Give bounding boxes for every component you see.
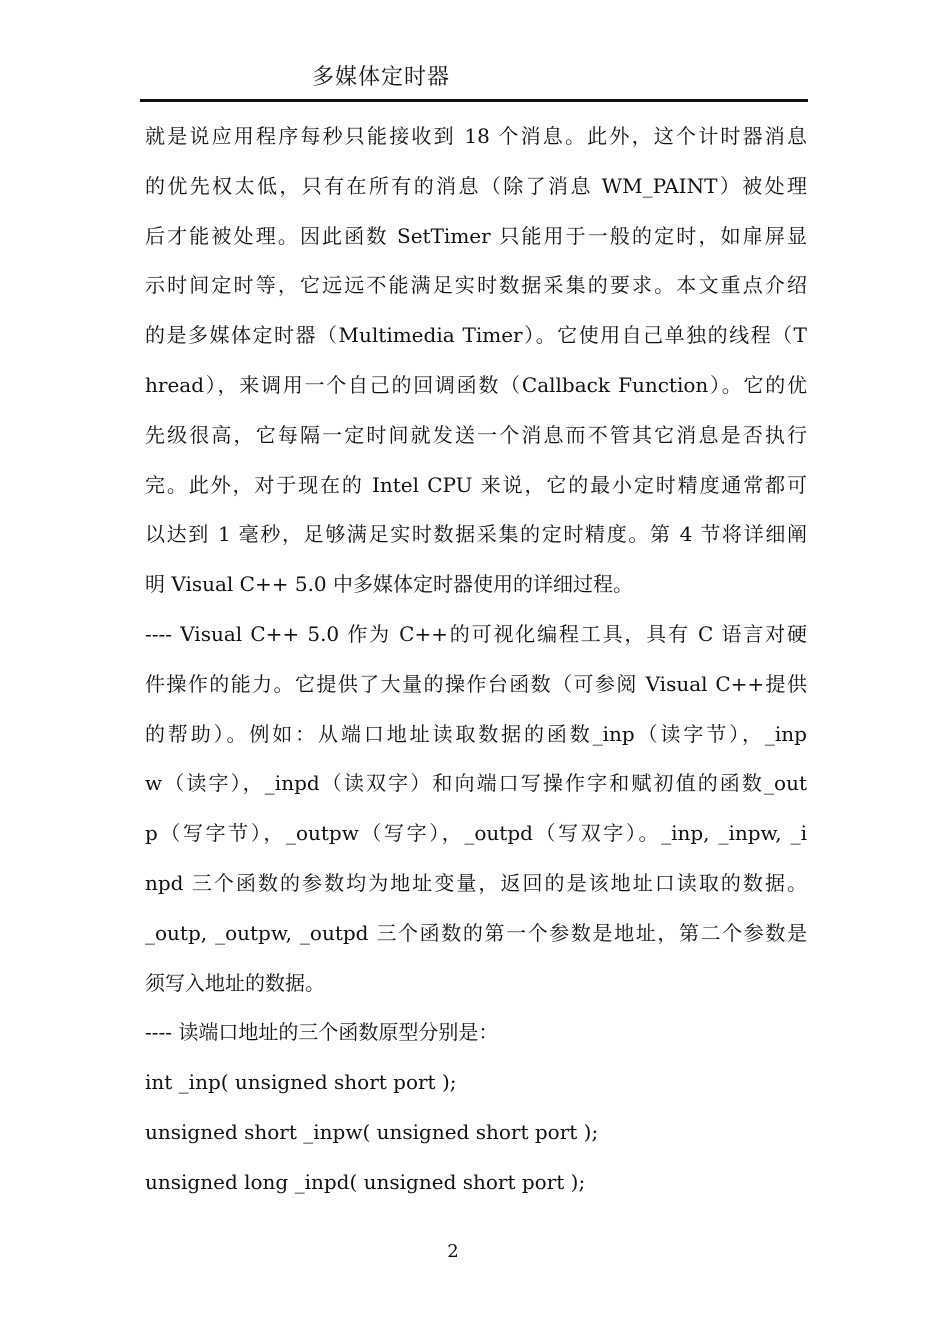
- text-line: _outp, _outpw, _outpd 三个函数的第一个参数是地址，第二个参数是: [145, 920, 807, 945]
- text-line: hread），来调用一个自己的回调函数（Callback Function）。它的优: [145, 372, 807, 397]
- text-line: 就是说应用程序每秒只能接收到 18 个消息。此外，这个计时器消息: [145, 124, 807, 148]
- code-line: unsigned long _inpd( unsigned short port );: [145, 1169, 586, 1194]
- text-line: 后才能被处理。因此函数 SetTimer 只能用于一般的定时，如扉屏显: [145, 223, 807, 248]
- text-line: ---- Visual C++ 5.0 作为 C++的可视化编程工具，具有 C 语言对硬: [145, 621, 807, 646]
- text-line: ---- 读端口地址的三个函数原型分别是：: [145, 1020, 499, 1045]
- text-line: 的是多媒体定时器（Multimedia Timer）。它使用自己单独的线程（T: [145, 323, 807, 348]
- header-rule: [140, 99, 808, 102]
- body-text: [145, 117, 807, 1213]
- page-number: 2: [447, 1241, 459, 1262]
- paragraph-last-line: 须写入地址的数据。: [145, 970, 325, 995]
- text-line: 先级很高，它每隔一定时间就发送一个消息而不管其它消息是否执行: [145, 422, 807, 447]
- code-line: int _inp( unsigned short port );: [145, 1070, 457, 1095]
- code-line: unsigned short _inpw( unsigned short port );: [145, 1119, 599, 1144]
- text-line: npd 三个函数的参数均为地址变量，返回的是该地址口读取的数据。: [145, 870, 807, 895]
- paragraph-last-line: 明 Visual C++ 5.0 中多媒体定时器使用的详细过程。: [145, 572, 634, 597]
- text-line: 完。此外，对于现在的 Intel CPU 来说，它的最小定时精度通常都可: [145, 472, 807, 497]
- text-line: 的优先权太低，只有在所有的消息（除了消息 WM_PAINT）被处理: [145, 173, 807, 198]
- text-line: 的帮助）。例如：从端口地址读取数据的函数_inp（读字节），_inp: [145, 721, 807, 746]
- text-line: 以达到 1 毫秒，足够满足实时数据采集的定时精度。第 4 节将详细阐: [145, 522, 807, 547]
- text-line: w（读字），_inpd（读双字）和向端口写操作字和赋初值的函数_out: [145, 771, 807, 796]
- page-header-title: 多媒体定时器: [312, 65, 451, 90]
- text-line: 示时间定时等，它远远不能满足实时数据采集的要求。本文重点介绍: [145, 273, 807, 298]
- text-line: p（写字节），_outpw（写字），_outpd（写双字）。_inp, _inpw, _i: [145, 821, 807, 846]
- text-line: 件操作的能力。它提供了大量的操作台函数（可参阅 Visual C++提供: [145, 671, 807, 696]
